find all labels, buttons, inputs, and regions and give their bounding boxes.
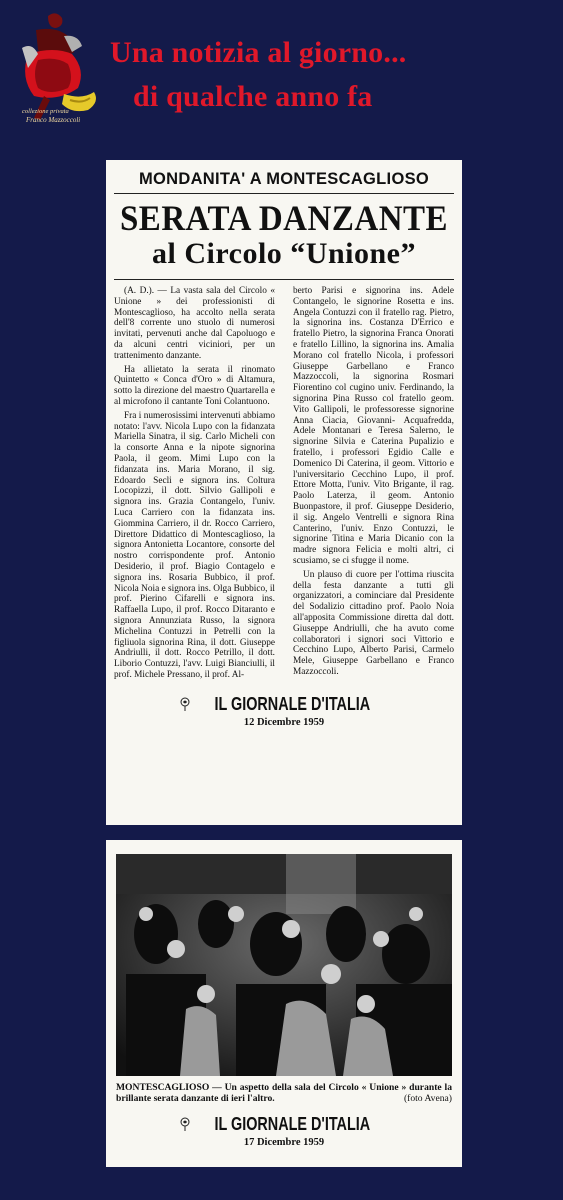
article-column-2 bbox=[293, 286, 454, 684]
newspaper-source bbox=[114, 694, 454, 728]
ballroom-photo bbox=[116, 854, 452, 1076]
publication-date: 17 Dicembre 1959 bbox=[243, 1136, 325, 1148]
header-line-2: di qualche anno fa bbox=[133, 80, 373, 113]
newspaper-name: IL GIORNALE D'ITALIA bbox=[214, 1114, 370, 1134]
article-kicker: MONDANITA' A MONTESCAGLIOSO bbox=[114, 167, 454, 194]
article-column-1 bbox=[114, 286, 275, 684]
rose-icon bbox=[179, 697, 191, 716]
article-paragraph: Fra i numerosissimi intervenuti abbiamo notato: l'avv. Nicola Lupo con la fidanzata Mariella Sinatra, il sig. Carlo Micheli con la consorte Anna e la nipote signorina Paola, il geom. Mimi Lupo con la fidanzata ins. Maria Morano, il sig. Edoardo Secli e signora ins. Coltura Locopizzi, il dott. Silvio Gallipoli e signora ins. Grazia Contangelo, l'univ. Luca Carriero con la fidanzata ins. Giommina Carriero, il dr. Rocco Carriero, Direttore Didattico di Montescaglioso, la signora Antonietta Locantore, consorte del nostro corrispondente prof. Antonio Desiderio, il prof. Biagio Contagelo e signora ins. Rosaria Bubbico, il prof. Nicola Noia e signora ins. Olga Bubbico, il prof. Pierino Cifarelli e signora ins. Raffaella Lupo, il prof. Rocco Ditaranto e signora Annunziata Russo, la signora Michelina Contuzzi in Petrelli con la figliuola signorina Rina, il dott. Giuseppe Andriulli, il dott. Rocco Petrillo, il dott. Liborio Contuzzi, l'avv. Luigi Bianciulli, il prof. Michele Pressano, il prof. Al- bbox=[114, 410, 275, 680]
article-paragraph: Un plauso di cuore per l'ottima riuscita della festa danzante a tutti gli organizzatori, a cominciare dal Presidente del Sodalizio cittadino prof. Paolo Noia all'apposita Commissione diretta dal dott. Giuseppe Andriulli, che ha avuto come collaboratori i signori soci Vittorio e Cecchino Lupo, Alberto Parisi, Carmelo Mele, Giuseppe Garbellano e Franco Mazzoccoli. bbox=[293, 569, 454, 677]
newspaper-clipping-1 bbox=[106, 160, 462, 825]
article-paragraph: Ha allietato la serata il rinomato Quintetto « Conca d'Oro » di Altamura, sotto la direzione del maestro Quartarella e al microfono il cantante Toni Colantuono. bbox=[114, 364, 275, 407]
photo-credit: (foto Avena) bbox=[403, 1093, 452, 1104]
newspaper-source-2 bbox=[116, 1114, 452, 1148]
header-line-1: Una notizia al giorno... bbox=[110, 36, 407, 69]
newspaper-name: IL GIORNALE D'ITALIA bbox=[214, 693, 370, 714]
newspaper-clipping-2 bbox=[106, 840, 462, 1167]
article-paragraph: berto Parisi e signorina ins. Adele Contangelo, le signorine Rosetta e ins. Angela Contuzzi con il fratello rag. Pietro, la signorina ins. Costanza D'Errico e fratello Pietro, la signorina Franca Onorati e fratello Lillino, la signorina ins. Amalia Morano col fratello Nicola, i professori Giuseppe Garbellano e Franco Mazzoccoli, la signorina Rosmari Fiorentino col cugino univ. Ferdinando, la signorina Pina Russo col fratello geom. Vito Gallipoli, le professoresse signorine Anna Ciacia, Giovanni- Acquafredda, Adele Montanari e Teresa Salerno, le signorine Silvia e Caterina Pupalizio e fratello, i professori Egidio Calle e Domenico Di Caterina, il geom. Vittorio e l'universitario Cecchino Lupo, il prof. Ettore Motta, l'univ. Vito Brigante, il rag. Paolo Laterza, il geom. Antonio Buonpastore, il prof. Giuseppe Desiderio, il sig. Angelo Ventrelli e signora Rina Canterino, l'univ. Enzo Contuzzi, le signorine Titina e Maria Dicanio con la madre signora Felicia e molti altri, ci scusiamo, se ci sfugge il nome. bbox=[293, 286, 454, 566]
publication-date: 12 Dicembre 1959 bbox=[243, 716, 325, 728]
rose-icon bbox=[179, 1117, 191, 1136]
article-title-line-2: al Circolo “Unione” bbox=[114, 237, 454, 280]
caption-text: MONTESCAGLIOSO — Un aspetto della sala del Circolo « Unione » durante la brillante serata danzante di ieri l'altro. bbox=[116, 1082, 452, 1104]
logo-caption: collezione privata Franco Mazzoccoli bbox=[22, 108, 81, 124]
article-title-line-1: SERATA DANZANTE bbox=[119, 199, 449, 239]
photo-caption bbox=[116, 1082, 452, 1104]
article-paragraph: (A. D.). — La vasta sala del Circolo « Unione » dei professionisti di Montescaglioso, ha accolto nella serata dell'8 corrente uno stuolo di numerosi invitati, pervenuti anche dal Capoluogo e da alcuni centri viciniori, per un trattenimento danzante. bbox=[114, 286, 275, 361]
